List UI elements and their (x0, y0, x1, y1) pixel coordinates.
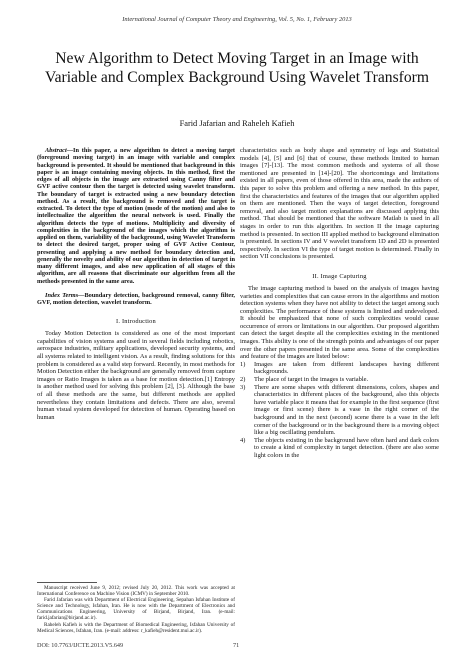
list-item-text: The objects existing in the background have often hard and dark colors to create a kind of complexity in target detection. (there are also some light colors in the (254, 436, 439, 459)
footnote-author-1: Farid Jafarian was with Department of Electrical Engineering, Sepahan Isfahan Institute of Science and Technology, Isfahan, Iran. He is now with the Department of Electronics and Communications Engineering, University of Birjand, Birjand, Iran. (e-mail: farid.jafarian@birjand.ac.ir). (37, 597, 235, 622)
footnotes (37, 585, 235, 634)
list-item (240, 376, 439, 384)
footnote-manuscript: Manuscript received June 9, 2012; revised July 20, 2012. This work was accepted at International Conference on Machine Vision (ICMV) in September 2010. (37, 585, 235, 598)
complexities-list (240, 361, 439, 460)
image-capturing-paragraph: The image capturing method is based on the analysis of images having varieties and complexities that can cause errors in the algorithms and motion detection systems when they have not ability to detect the target among such complexities. The performance of these systems is limited and undeveloped. It should be emphasized that none of such complexities would cause occurrence of errors or limitations in our algorithm. Our proposed algorithm can detect the target despite all the complexities existing in the mentioned images. This ability is one of the strength points and advantages of our paper over the other papers presented in the same area. Some of the complexities and feature of the images are listed below: (240, 284, 439, 361)
page-number: 71 (233, 642, 240, 649)
right-column (240, 147, 439, 460)
section-heading-introduction: I. Introduction (116, 318, 156, 326)
list-item-number: 2) (240, 376, 246, 384)
paper-title: New Algorithm to Detect Moving Target in an Image with Variable and Complex Background Using Wavelet Transform (45, 50, 429, 86)
list-item-number: 1) (240, 360, 246, 368)
introduction-paragraph: Today Motion Detection is considered as one of the most important capabilities of vision systems and used in several fields including robotics, aerospace industries, military applications, developed security systems, and all systems related to intelligent vision. As a result, finding solutions for this problem is considered as a valid step forward. Recently, in most methods for Motion Detection either the background are generally removed from capture images or Ratio Images is taken as a base for motion detection.[1] Entropy is another method used for solving this problem [2], [3]. Although the base of all these methods are the same, but different methods are applied nevertheless they contain limitations and defects. There are also, several human visual system developed for detection of human. Operating based on human (37, 330, 235, 421)
footnote-divider (37, 582, 97, 583)
list-item (240, 384, 439, 437)
list-item-text: Images are taken from different landscapes having different backgrounds. (254, 360, 439, 376)
index-terms (37, 292, 235, 307)
list-item (240, 361, 439, 376)
list-item-number: 3) (240, 383, 246, 391)
introduction-continued-paragraph: characteristics such as body shape and symmetry of legs and Statistical models [4], [5] and [6] that of course, these methods limited to human images [7]-[13]. The most common methods and systems of all those mentioned are presented in [14]-[20]. The shortcomings and limitations existed in all papers, even of those offered in this area, made the authors of this paper to solve this problem and offering a new method. In this paper, first the characteristics and features of the images that our algorithm applied on them are mentioned. Then the ways of target detection, foreground removal, and also target motion explanations are discussed applying this method. That should be mentioned that the software Matlab is used in all stages in order to run this algorithm. In section II the image capturing method is presented. In section III applied method to background elimination is presented. In sections IV and V wavelet transform 1D and 2D is presented respectively. In section VI the type of target motion is determined. Finally in section VII conclusions is presented. (240, 147, 439, 261)
author-line: Farid Jafarian and Raheleh Kafieh (179, 119, 295, 128)
list-item-text: The place of target in the images is variable. (254, 376, 369, 384)
left-column (37, 147, 235, 421)
section-heading-image-capturing: II. Image Capturing (312, 272, 367, 280)
footnote-author-2: Raheleh Kafieh is with the Department of Biomedical Engineering, Isfahan University of Medical Sciences, Isfahan, Iran. (e-mail: address: r_kafieh@resident.mui.ac.ir). (37, 621, 235, 634)
abstract-lead: Abstract (45, 147, 67, 154)
running-head: International Journal of Computer Theory and Engineering, Vol. 5, No. 1, February 2013 (122, 16, 352, 23)
list-item-text: There are some shapes with different dimensions, colors, shapes and characteristics in different places of the background, also this objects have variable place it means that for example in the first sequence (first image or first scene) there is a vase in the right corner of the background and in the next (second) scene there is a vase in the left corner of the background or in the background there is a moving object like a big oscillating pendulum. (254, 383, 439, 437)
abstract-text: —In this paper, a new algorithm to detect a moving target (foreground moving target) in an image with variable and complex background is presented. It should be mentioned that background in this paper is an image containing moving objects. In this method, first the edges of all objects in the image are extracted using Canny filter and GVF active contour then the target is detected using wavelet transform. The boundary of target is extracted using a new boundary detection method. As a result, the background is removed and the target is extracted. To detect the type of motion (mode of the motion) and also to intellectualize the algorithm the neural network is used. Finally the algorithm detects the type of motions. Multiplicity and diversity of complexities in the background of the images which the algorithm is applied on them, variability of the background, using Wavelet Transform to detect the desired target, proper using of GVF Active Contour, presenting and applying a new method for boundary detection and, generally the novelty and ability of our algorithm in detection of target in many different images, and also new application of all stages of this algorithm, are all reasons that discriminate our algorithm from all the methods presented in the same area. (37, 147, 235, 285)
abstract (37, 147, 235, 285)
list-item-number: 4) (240, 436, 246, 444)
list-item (240, 437, 439, 460)
index-terms-text: —Boundary detection, background removal, canny filter, GVF, motion detection, wavelet transform. (37, 291, 235, 306)
index-terms-lead: Index Terms (45, 291, 79, 299)
doi-link[interactable]: DOI: 10.7763/IJCTE.2013.V5.649 (37, 642, 124, 649)
